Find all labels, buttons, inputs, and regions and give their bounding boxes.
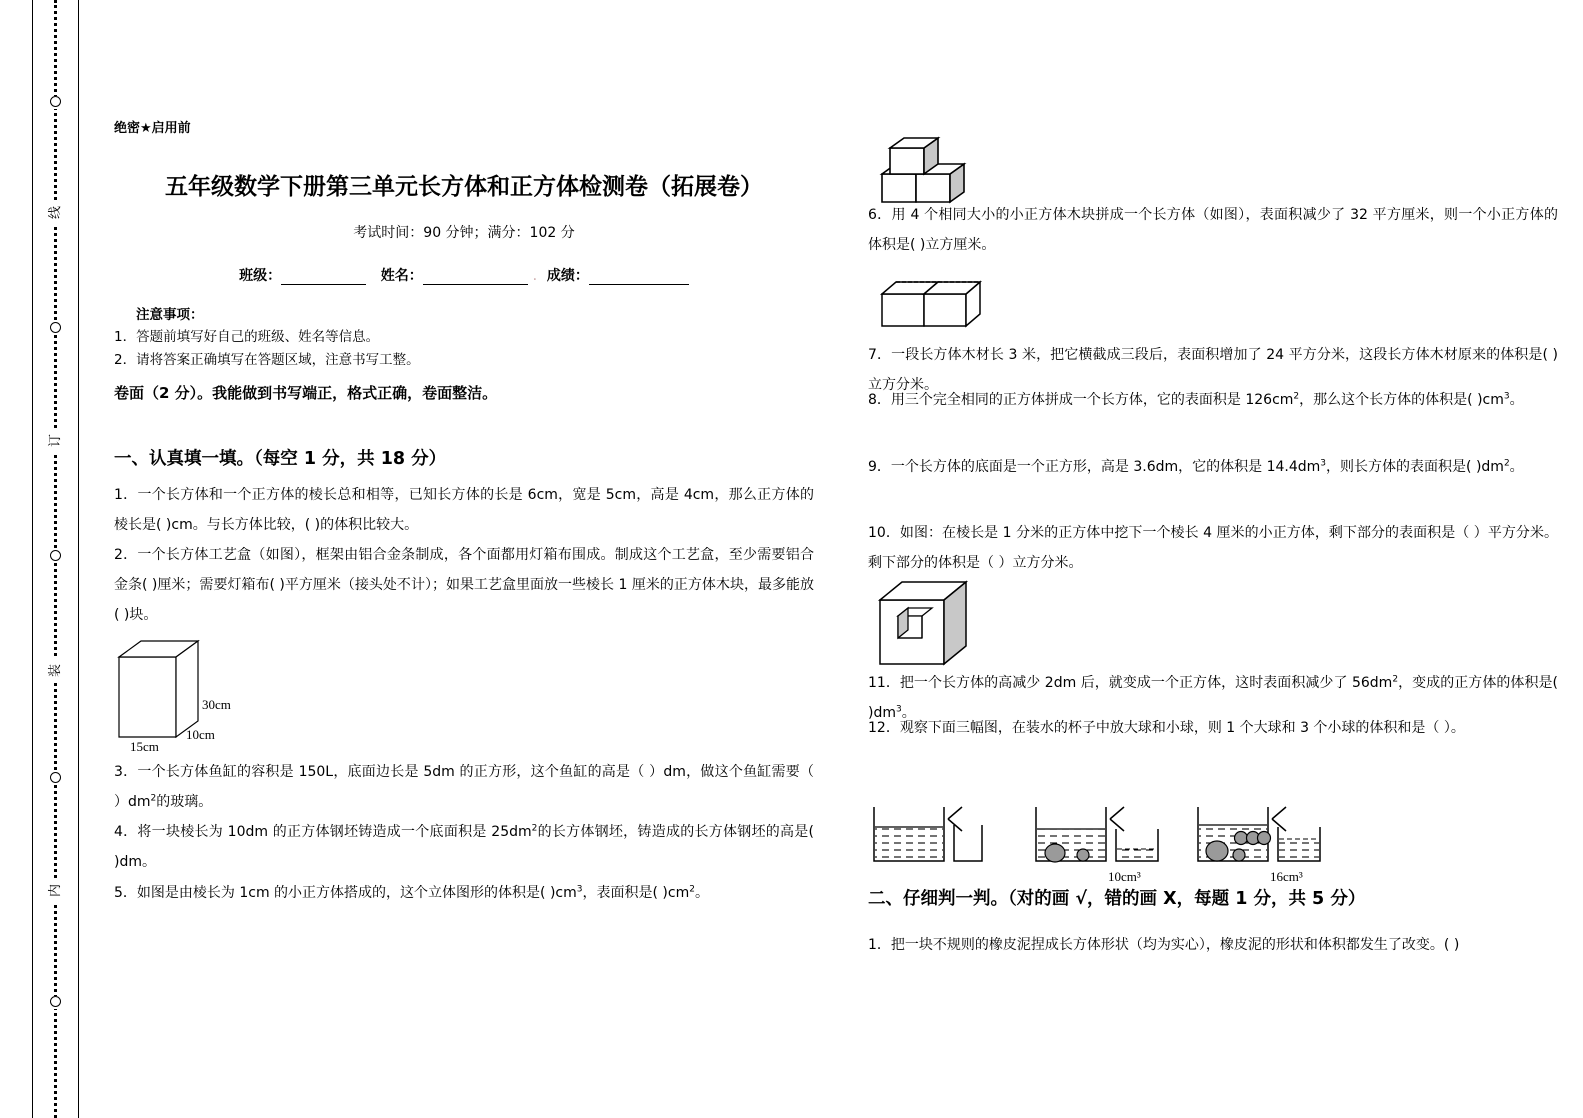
name-field-label: 姓名： [380,268,423,284]
seal-char-inner: 内 [33,878,78,903]
paper-neatness-note: 卷面（2 分）。我能做到书写端正，格式正确，卷面整洁。 [114,384,498,402]
question-1: 1．一个长方体和一个正方体的棱长总和相等，已知长方体的长是 6cm，宽是 5cm，高是 4cm，那么正方体的棱长是( )cm。与长方体比较，( )的体积比较大。 [114,487,814,533]
notice-item-2: 2．请将答案正确填写在答题区域，注意书写工整。 [114,352,420,368]
question-11-text-b: ，变成的正方体的体积是( )dm [868,675,1558,721]
question-5-sup-1: 3 [576,884,583,895]
cup-label-10cm3: 10cm³ [1108,869,1141,884]
seal-char-bind: 订 [33,428,78,453]
exam-paper-content [78,0,1583,1118]
question-5-sup-2: 2 [689,884,695,895]
notice-item-1: 1．答题前填写好自己的班级、姓名等信息。 [114,329,380,345]
secret-notice: 绝密★启用前 [114,121,191,136]
question-5-text-c: ( )cm [652,885,690,901]
question-4-sup: 2 [531,823,538,834]
question-3 [114,757,814,817]
question-8 [868,385,1558,415]
figure-label-depth: 10cm [186,727,215,742]
question-11-text-a: 11．把一个长方体的高减少 2dm 后，就变成一个正方体，这时表面积减少了 56dm [868,675,1393,691]
question-11-sup-1: 2 [1392,674,1399,685]
student-fields-row [114,265,814,285]
question-3-text-b: 的玻璃。 [156,794,213,810]
seal-line-strip [33,0,78,1118]
question-10: 10．如图：在棱长是 1 分米的正方体中挖下一个棱长 4 厘米的小正方体，剩下部分的表面积是（ ）平方分米。剩下部分的体积是（ ）立方分米。 [868,525,1558,571]
question-8-sup-2: 3 [1503,391,1510,402]
notice-heading: 注意事项： [136,307,204,323]
judge-question-1: 1．把一块不规则的橡皮泥捏成长方体形状（均为实心），橡皮泥的形状和体积都发生了改变。( ) [868,937,1460,953]
question-9-sup-1: 3 [1320,458,1327,469]
question-4-text-a: 4．将一块棱长为 10dm 的正方体钢坯铸造成一个底面积是 25dm [114,824,532,840]
seal-circle-4 [33,772,78,785]
question-8-sup-1: 2 [1293,391,1300,402]
seal-circle-5 [33,996,78,1009]
seal-char-line: 线 [33,200,78,225]
question-5-text-d: 。 [694,885,709,901]
figure-label-height: 30cm [202,697,231,712]
question-8-text-a: 8．用三个完全相同的正方体拼成一个长方体，它的表面积是 126cm [868,392,1294,408]
figure-rect-prism-box [114,635,314,754]
figure-water-cups [870,805,1350,882]
question-5-text-a: 5．如图是由棱长为 1cm 的小正方体搭成的，这个立体图形的体积是( )cm [114,885,577,901]
score-field-blank[interactable] [589,270,689,285]
question-11-text-c: 。 [901,705,916,721]
question-5 [114,878,814,908]
question-9-sup-2: 2 [1503,458,1510,469]
seal-char-pack: 装 [33,658,78,683]
page-title: 五年级数学下册第三单元长方体和正方体检测卷（拓展卷） [165,174,763,200]
cup-label-16cm3: 16cm³ [1270,869,1303,884]
figure-notched-cube [872,572,992,677]
seal-circle-1 [33,96,78,109]
question-9-text-a: 9．一个长方体的底面是一个正方形，高是 3.6dm，它的体积是 14.4dm [868,459,1321,475]
question-3-text-a: 3．一个长方体鱼缸的容积是 150L，底面边长是 5dm 的正方形，这个鱼缸的高是（ ）dm，做这个鱼缸需要（ ）dm [114,764,814,810]
question-7: 7．一段长方体木材长 3 米，把它横截成三段后，表面积增加了 24 平方分米，这段长方体木材原来的体积是( )立方分米。 [868,347,1558,393]
figure-label-width: 15cm [130,739,159,754]
name-field-blank[interactable] [423,270,528,285]
question-9 [868,452,1558,482]
question-12: 12．观察下面三幅图，在装水的杯子中放大球和小球，则 1 个大球和 3 个小球的体积和是（ ）。 [868,720,1465,736]
question-9-text-b: ，则长方体的表面积是( )dm [1326,459,1504,475]
class-field-blank[interactable] [281,270,366,285]
question-4-text-b: 的长方体钢坯，铸造成的长方体钢坯的高是( )dm。 [114,824,814,870]
exam-meta: 考试时间：90 分钟；满分：102 分 [353,225,575,241]
question-8-text-c: 。 [1509,392,1524,408]
class-field-label: 班级： [239,268,282,284]
question-6: 6．用 4 个相同大小的小正方体木块拼成一个长方体（如图），表面积减少了 32 平方厘米，则一个小正方体的体积是( )立方厘米。 [868,207,1558,253]
question-9-text-c: 。 [1509,459,1524,475]
question-2: 2．一个长方体工艺盒（如图），框架由铝合金条制成，各个面都用灯箱布围成。制成这个工艺盒，至少需要铝合金条( )厘米；需要灯箱布( )平方厘米（接头处不计）；如果工艺盒里面放一些棱长 1 厘米的正方体木块，最多能放( )块。 [114,547,814,623]
figure-two-cube-prism [876,272,996,339]
question-8-text-b: ，那么这个长方体的体积是( )cm [1299,392,1504,408]
question-4 [114,817,814,877]
question-3-sup: 2 [150,793,157,804]
question-5-text-b: ，表面积是 [582,885,653,901]
seal-circle-2 [33,322,78,335]
field-separator: . [532,268,538,284]
question-11-sup-2: 3 [896,704,902,715]
seal-circle-3 [33,550,78,563]
section-one-heading: 一、认真填一填。（每空 1 分，共 18 分） [114,449,447,469]
section-two-heading: 二、仔细判一判。（对的画 √，错的画 X，每题 1 分，共 5 分） [868,889,1366,909]
score-field-label: 成绩： [546,268,589,284]
